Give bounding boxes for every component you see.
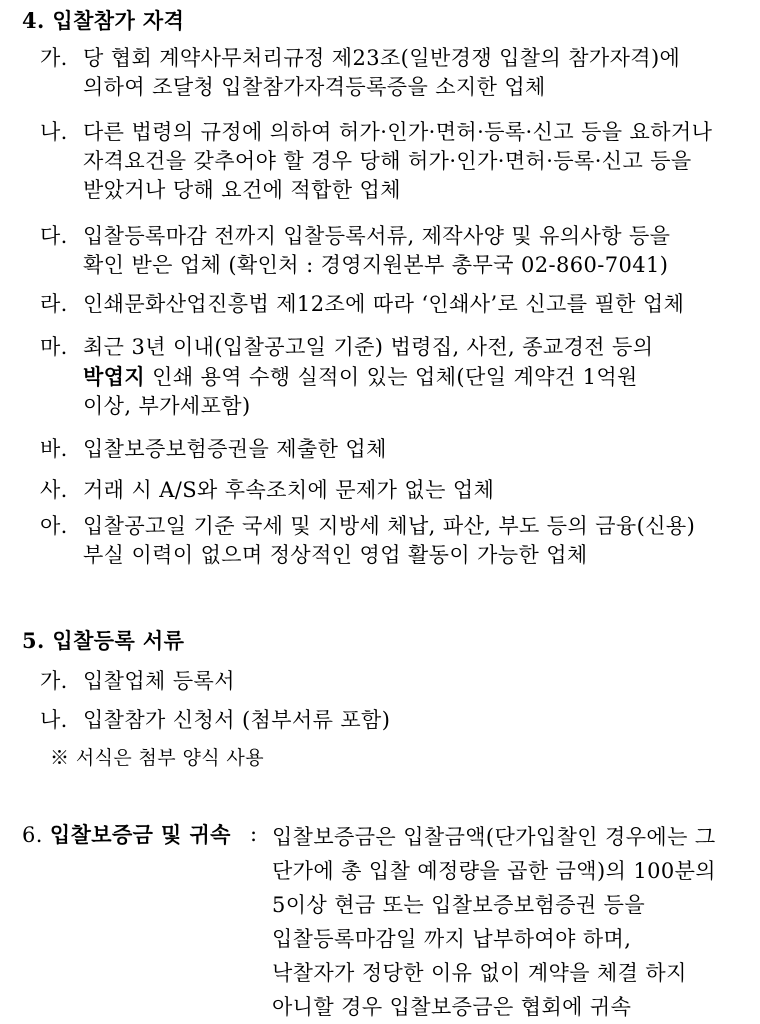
sec4-item-da bbox=[40, 222, 738, 280]
item-line: 받았거나 당해 요건에 적합한 업체 bbox=[83, 178, 401, 202]
item-marker: 가. bbox=[40, 46, 68, 70]
sec4-item-a bbox=[40, 512, 738, 570]
item-line: 부실 이력이 없으며 정상적인 영업 활동이 가능한 업체 bbox=[83, 543, 588, 567]
sec4-item-ga bbox=[40, 44, 738, 102]
item-line-mixed bbox=[40, 362, 738, 392]
item-line: 확인 받은 업체 (확인처 : 경영지원본부 총무국 02-860-7041) bbox=[83, 253, 669, 277]
item-line-rest: 인쇄 용역 수행 실적이 있는 업체(단일 계약건 1억원 bbox=[145, 365, 638, 389]
sec4-item-sa bbox=[40, 476, 738, 505]
item-marker: 사. bbox=[40, 478, 68, 502]
body-line: 입찰보증금은 입찰금액(단가입찰인 경우에는 그 bbox=[272, 825, 716, 849]
item-marker: 나. bbox=[40, 120, 68, 144]
item-marker: 가. bbox=[40, 669, 68, 693]
item-line: 입찰등록마감 전까지 입찰등록서류, 제작사양 및 유의사항 등을 bbox=[83, 224, 671, 248]
item-marker: 라. bbox=[40, 292, 68, 316]
item-marker: 마. bbox=[40, 335, 68, 359]
body-line: 아니할 경우 입찰보증금은 협회에 귀속 bbox=[272, 995, 632, 1019]
form-note: ※ 서식은 첨부 양식 사용 bbox=[50, 747, 264, 769]
section-4-heading: 4. 입찰참가 자격 bbox=[22, 8, 185, 33]
sec4-item-ra bbox=[40, 290, 738, 319]
sec4-item-na bbox=[40, 118, 738, 205]
body-line: 단가에 총 입찰 예정량을 곱한 금액)의 100분의 bbox=[272, 859, 716, 883]
item-line: 다른 법령의 규정에 의하여 허가·인가·면허·등록·신고 등을 요하거나 bbox=[83, 120, 713, 144]
item-line: 입찰업체 등록서 bbox=[83, 669, 235, 693]
section-6-number: 6. bbox=[22, 823, 43, 847]
item-line: 입찰참가 신청서 (첨부서류 포함) bbox=[83, 708, 391, 732]
sec5-item-na bbox=[40, 706, 738, 735]
item-line: 최근 3년 이내(입찰공고일 기준) 법령집, 사전, 종교경전 등의 bbox=[83, 335, 654, 359]
body-line: 5이상 현금 또는 입찰보증보험증권 등을 bbox=[272, 893, 646, 917]
section-6-title: 입찰보증금 및 귀속 bbox=[49, 822, 231, 847]
section-6-heading bbox=[22, 820, 231, 850]
item-marker: 아. bbox=[40, 514, 68, 538]
item-line: 입찰공고일 기준 국세 및 지방세 체납, 파산, 부도 등의 금융(신용) bbox=[83, 514, 696, 538]
section-6-body bbox=[272, 820, 716, 1024]
item-line: 당 협회 계약사무처리규정 제23조(일반경쟁 입찰의 참가자격)에 bbox=[83, 46, 681, 70]
item-line: 자격요건을 갖추어야 할 경우 당해 허가·인가·면허·등록·신고 등을 bbox=[83, 149, 692, 173]
section-5-heading: 5. 입찰등록 서류 bbox=[22, 628, 185, 653]
item-line: 인쇄문화산업진흥법 제12조에 따라 ‘인쇄사’로 신고를 필한 업체 bbox=[83, 292, 685, 316]
body-line: 입찰등록마감일 까지 납부하여야 하며, bbox=[272, 927, 632, 951]
sec5-item-ga bbox=[40, 667, 738, 696]
item-marker: 바. bbox=[40, 437, 68, 461]
item-marker: 나. bbox=[40, 708, 68, 732]
sec4-item-ma bbox=[40, 333, 738, 421]
item-line: 입찰보증보험증권을 제출한 업체 bbox=[83, 437, 387, 461]
item-marker: 다. bbox=[40, 224, 68, 248]
body-line: 낙찰자가 정당한 이유 없이 계약을 체결 하지 bbox=[272, 961, 687, 985]
bold-term: 박엽지 bbox=[83, 364, 146, 389]
item-line: 거래 시 A/S와 후속조치에 문제가 없는 업체 bbox=[83, 478, 495, 502]
section-6-separator: : bbox=[250, 822, 258, 846]
sec4-item-ba bbox=[40, 435, 738, 464]
item-line: 의하여 조달청 입찰참가자격등록증을 소지한 업체 bbox=[83, 75, 546, 99]
item-line: 이상, 부가세포함) bbox=[83, 394, 251, 418]
